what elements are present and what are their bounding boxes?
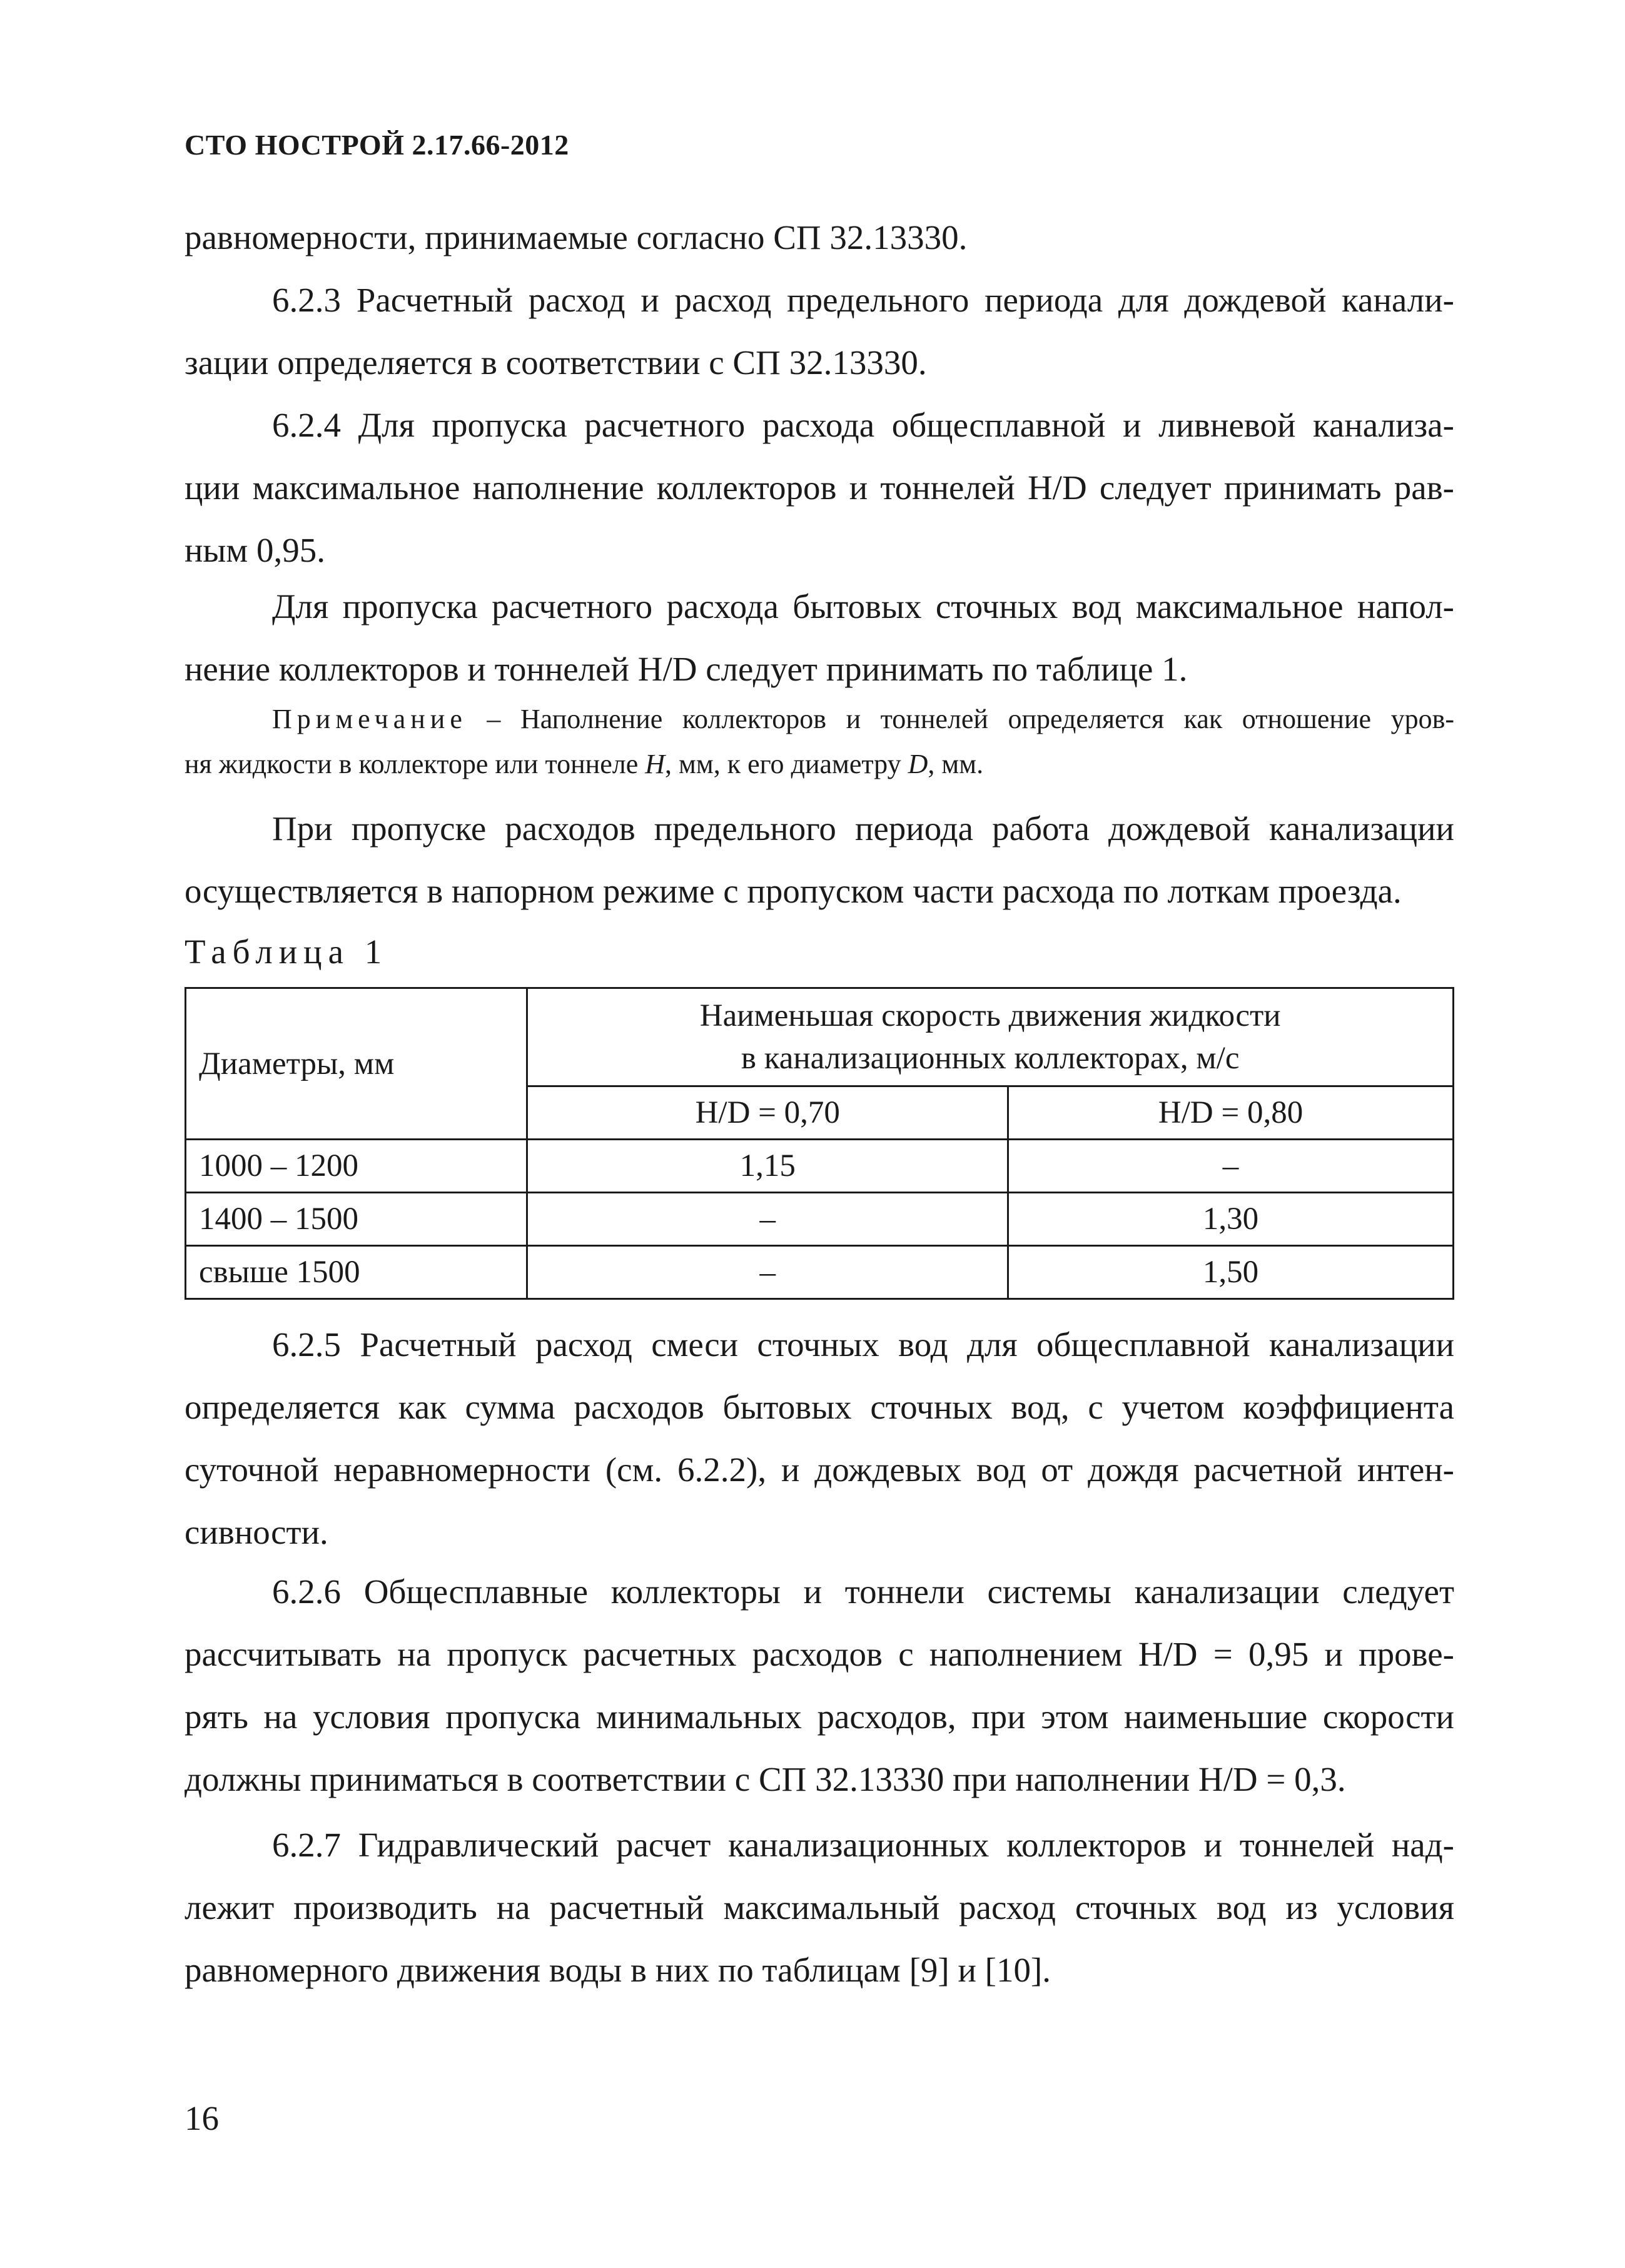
text-line: 6.2.5 Расчетный расход смеси сточных вод для общесплавной канализации xyxy=(272,1325,1454,1364)
header-diameter: Диаметры, мм xyxy=(186,988,527,1140)
table-row xyxy=(186,1140,1454,1193)
text-line: определяется как сумма расходов бытовых сточных вод, с учетом коэффициента xyxy=(185,1388,1454,1426)
text-line: 6.2.6 Общесплавные коллекторы и тоннели системы канализации следует xyxy=(272,1572,1454,1611)
text-line: 6.2.4 Для пропуска расчетного расхода общесплавной и ливневой канализа- xyxy=(272,406,1454,444)
table-row xyxy=(186,1193,1454,1246)
cell-hd-070: – xyxy=(527,1193,1008,1246)
cell-diameter: 1400 – 1500 xyxy=(186,1193,527,1246)
text-line: равномерного движения воды в них по таблицам [9] и [10]. xyxy=(185,1951,1051,1989)
note-symbol-d: D xyxy=(908,749,928,779)
text-line: осуществляется в напорном режиме с пропуском части расхода по лоткам проезда. xyxy=(185,872,1402,910)
paragraph-peak-period xyxy=(185,797,1454,923)
note-text: – Наполнение коллекторов и тоннелей определяется как отношение уров- xyxy=(467,704,1454,734)
paragraph-6-2-4 xyxy=(185,394,1454,582)
cell-diameter: свыше 1500 xyxy=(186,1246,527,1299)
text-line: 6.2.3 Расчетный расход и расход предельного периода для дождевой канали- xyxy=(272,281,1454,319)
header-speed-line: в канализационных коллекторах, м/с xyxy=(741,1041,1240,1076)
text-line: рять на условия пропуска минимальных расходов, при этом наименьшие скорости xyxy=(185,1698,1454,1736)
paragraph-6-2-6 xyxy=(185,1561,1454,1811)
header-speed xyxy=(527,988,1454,1086)
text-line: При пропуске расходов предельного периода работа дождевой канализации xyxy=(272,809,1454,848)
table-row xyxy=(186,1246,1454,1299)
subheader-hd-070: H/D = 0,70 xyxy=(527,1086,1008,1140)
text-line: сивности. xyxy=(185,1513,328,1551)
text-line: рассчитывать на пропуск расчетных расходов с наполнением H/D = 0,95 и прове- xyxy=(185,1635,1454,1673)
text-line: равномерности, принимаемые согласно СП 32.13330. xyxy=(185,218,968,256)
cell-hd-070: 1,15 xyxy=(527,1140,1008,1193)
text-line: Для пропуска расчетного расхода бытовых сточных вод максимальное напол- xyxy=(272,587,1454,625)
header-speed-line: Наименьшая скорость движения жидкости xyxy=(699,998,1281,1033)
table-note xyxy=(185,691,1454,792)
page-number: 16 xyxy=(185,2099,219,2137)
text-line: нение коллекторов и тоннелей H/D следует принимать по таблице 1. xyxy=(185,650,1188,688)
paragraph-6-2-3 xyxy=(185,269,1454,394)
table-caption: Таблица 1 xyxy=(185,933,388,971)
cell-hd-080: 1,30 xyxy=(1008,1193,1454,1246)
cell-hd-070: – xyxy=(527,1246,1008,1299)
note-symbol-h: H xyxy=(645,749,666,779)
text-line: лежит производить на расчетный максимальный расход сточных вод из условия xyxy=(185,1888,1454,1926)
table-header-row xyxy=(186,988,1454,1086)
velocity-table xyxy=(185,987,1454,1300)
note-text: ня жидкости в коллекторе или тоннеле xyxy=(185,749,645,779)
text-line: зации определяется в соответствии с СП 32.13330. xyxy=(185,343,927,382)
note-text: , мм, к его диаметру xyxy=(665,749,908,779)
cell-diameter: 1000 – 1200 xyxy=(186,1140,527,1193)
text-line: 6.2.7 Гидравлический расчет канализационных коллекторов и тоннелей над- xyxy=(272,1826,1454,1864)
paragraph-continuation xyxy=(185,206,1454,269)
cell-hd-080: 1,50 xyxy=(1008,1246,1454,1299)
cell-hd-080: – xyxy=(1008,1140,1454,1193)
paragraph-6-2-7 xyxy=(185,1814,1454,2002)
subheader-hd-080: H/D = 0,80 xyxy=(1008,1086,1454,1140)
note-label: Примечание xyxy=(272,704,467,734)
paragraph-household-flow xyxy=(185,575,1454,701)
standard-code-header: СТО НОСТРОЙ 2.17.66-2012 xyxy=(185,129,569,161)
text-line: ным 0,95. xyxy=(185,531,325,569)
text-line: ции максимальное наполнение коллекторов и тоннелей H/D следует принимать рав- xyxy=(185,468,1454,507)
note-text: , мм. xyxy=(928,749,984,779)
text-line: должны приниматься в соответствии с СП 32.13330 при наполнении H/D = 0,3. xyxy=(185,1760,1346,1798)
text-line: суточной неравномерности (см. 6.2.2), и дождевых вод от дождя расчетной интен- xyxy=(185,1450,1454,1489)
paragraph-6-2-5 xyxy=(185,1314,1454,1564)
